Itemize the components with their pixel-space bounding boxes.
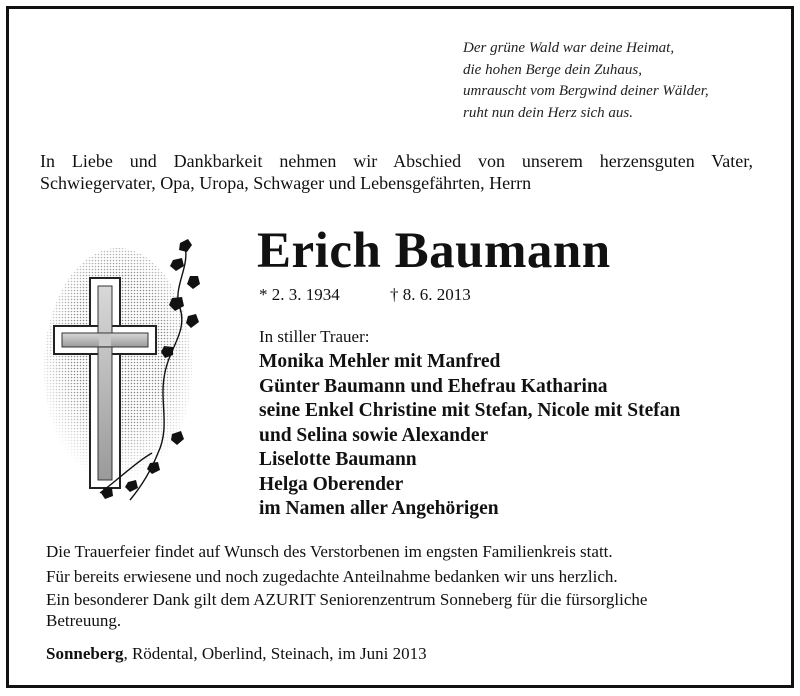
mourning-heading: In stiller Trauer: [259,327,370,346]
mourners-list [259,350,680,522]
intro-text [40,150,753,194]
poem-line: ruht nun dein Herz sich aus. [463,104,633,121]
intro-line: Schwiegervater, Opa, Uropa, Schwager und Lebensgefährten, Herrn [40,173,532,193]
footer-line: Betreuung. [46,611,122,630]
mourner-line: Liselotte Baumann [259,449,417,470]
poem-line: Der grüne Wald war deine Heimat, [463,40,675,56]
place-main: Sonneberg [46,644,124,663]
memorial-poem [463,38,709,124]
life-dates [259,285,471,305]
death-date: † 8. 6. 2013 [390,285,471,304]
cross-with-ivy-icon [40,238,215,513]
mourner-line: im Namen aller Angehörigen [259,498,499,519]
poem-line: die hohen Berge dein Zuhaus, [463,61,642,78]
mourner-line: Günter Baumann und Ehefrau Katharina [259,375,608,397]
mourner-line: seine Enkel Christine mit Stefan, Nicole mit Stefan [259,400,681,421]
funeral-notice [46,540,758,631]
footer-line: Die Trauerfeier findet auf Wunsch des Verstorbenen im engsten Familienkreis statt. [46,542,613,561]
mourner-line: und Selina sowie Alexander [259,424,489,446]
mourner-line: Monika Mehler mit Manfred [259,351,501,372]
birth-date: * 2. 3. 1934 [259,285,340,304]
deceased-name: Erich Baumann [257,223,611,279]
footer-line: Für bereits erwiesene und noch zugedachte Anteilnahme bedanken wir uns herzlich. [46,566,618,586]
place-rest: , Rödental, Oberlind, Steinach, im Juni 2013 [123,644,427,663]
mourner-line: Helga Oberender [259,473,404,495]
intro-line: In Liebe und Dankbarkeit nehmen wir Abschied von unserem herzensguten Vater, [40,151,753,171]
footer-line: Ein besonderer Dank gilt dem AZURIT Seniorenzentrum Sonneberg für die fürsorgliche [46,590,648,609]
place-and-date [46,644,427,664]
poem-line: umrauscht vom Bergwind deiner Wälder, [463,83,709,99]
